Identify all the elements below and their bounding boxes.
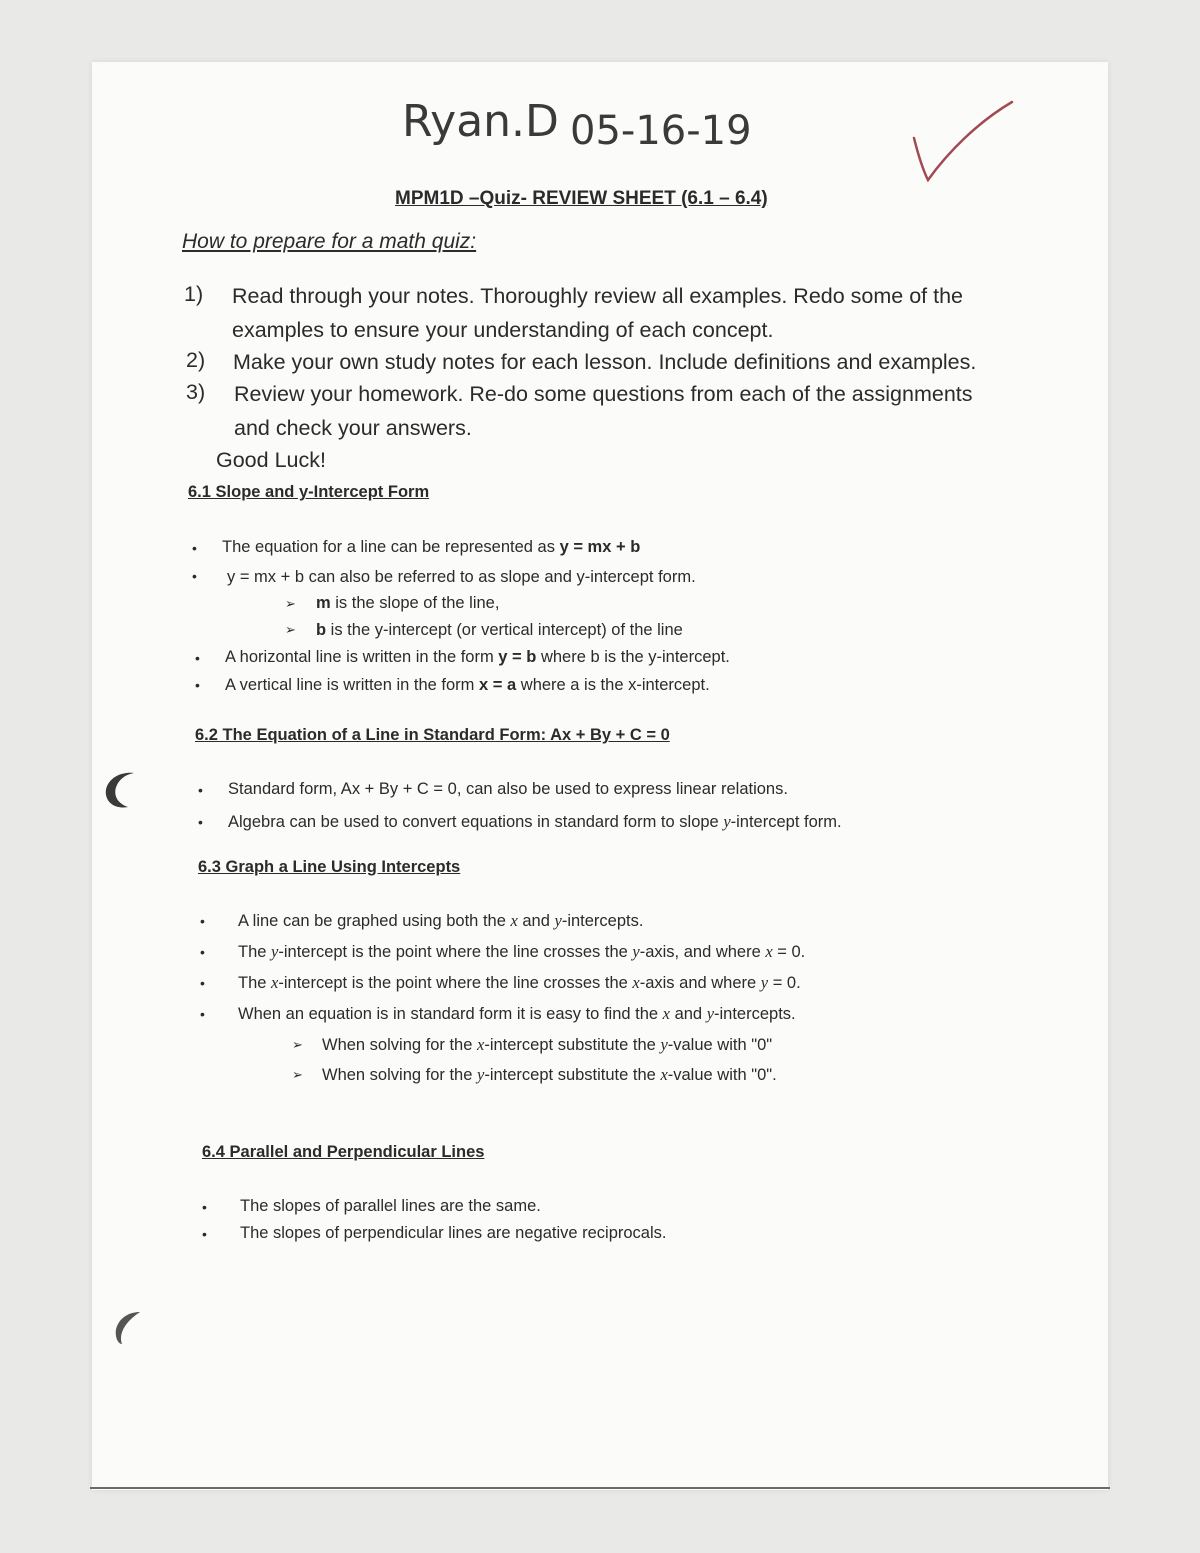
bullet: •	[200, 975, 205, 991]
bullet: •	[202, 1226, 207, 1242]
bullet-text: A horizontal line is written in the form y = b where b is the y-intercept.	[225, 648, 730, 666]
bullet: •	[192, 540, 197, 556]
binder-hole-mark	[96, 765, 142, 813]
section-heading-6-1: 6.1 Slope and y-Intercept Form	[188, 483, 430, 501]
checkmark-icon	[908, 96, 1018, 186]
prep-heading: How to prepare for a math quiz:	[182, 230, 477, 253]
quiz-date: 05-16-19	[570, 108, 752, 154]
list-item-continuation: and check your answers.	[234, 416, 472, 440]
section-heading-6-4: 6.4 Parallel and Perpendicular Lines	[202, 1143, 485, 1161]
list-item: Review your homework. Re-do some questions from each of the assignments	[234, 382, 973, 406]
bullet: •	[200, 913, 205, 929]
bullet: •	[195, 677, 200, 693]
bullet-text: A vertical line is written in the form x = a where a is the x-intercept.	[225, 676, 710, 694]
arrow-bullet: ➢	[285, 596, 296, 611]
bullet: •	[200, 1006, 205, 1022]
sub-bullet-text: b is the y-intercept (or vertical intercept) of the line	[316, 621, 683, 639]
list-item-continuation: examples to ensure your understanding of each concept.	[232, 318, 774, 342]
bullet: •	[195, 650, 200, 666]
sub-bullet-text: When solving for the x-intercept substitute the y-value with "0"	[322, 1035, 773, 1054]
bullet-text: The y-intercept is the point where the line crosses the y-axis, and where x = 0.	[238, 942, 806, 961]
section-heading-6-2: 6.2 The Equation of a Line in Standard Form: Ax + By + C = 0	[195, 726, 670, 744]
page-bottom-edge	[90, 1487, 1110, 1489]
good-luck-text: Good Luck!	[216, 448, 326, 472]
bullet-text: Standard form, Ax + By + C = 0, can also be used to express linear relations.	[228, 780, 788, 798]
bullet-text: The x-intercept is the point where the line crosses the x-axis and where y = 0.	[238, 973, 801, 992]
list-number: 2)	[186, 348, 206, 372]
worksheet-page	[92, 62, 1108, 1490]
bullet-text: When an equation is in standard form it is easy to find the x and y-intercepts.	[238, 1004, 796, 1023]
bullet-text: A line can be graphed using both the x and y-intercepts.	[238, 911, 644, 930]
page-title: MPM1D –Quiz- REVIEW SHEET (6.1 – 6.4)	[395, 188, 768, 209]
bullet-text: Algebra can be used to convert equations in standard form to slope y-intercept form.	[228, 812, 842, 831]
binder-hole-mark	[106, 1306, 146, 1350]
bullet: •	[192, 568, 197, 584]
list-number: 1)	[184, 282, 204, 306]
student-name: Ryan.D	[402, 96, 559, 147]
bullet-text: The slopes of parallel lines are the same.	[240, 1197, 541, 1215]
list-item: Make your own study notes for each lesson. Include definitions and examples.	[233, 350, 977, 374]
sub-bullet-text: When solving for the y-intercept substitute the x-value with "0".	[322, 1065, 777, 1084]
bullet-text: The slopes of perpendicular lines are negative reciprocals.	[240, 1224, 667, 1242]
bullet: •	[198, 782, 203, 798]
section-heading-6-3: 6.3 Graph a Line Using Intercepts	[198, 858, 461, 876]
list-item: Read through your notes. Thoroughly review all examples. Redo some of the	[232, 284, 964, 308]
bullet: •	[202, 1199, 207, 1215]
bullet-text: The equation for a line can be represented as y = mx + b	[222, 538, 641, 556]
arrow-bullet: ➢	[292, 1067, 303, 1082]
arrow-bullet: ➢	[292, 1037, 303, 1052]
sub-bullet-text: m is the slope of the line,	[316, 594, 500, 612]
bullet: •	[198, 814, 203, 830]
bullet-text: y = mx + b can also be referred to as slope and y-intercept form.	[227, 568, 696, 586]
arrow-bullet: ➢	[285, 622, 296, 637]
list-number: 3)	[186, 380, 206, 404]
bullet: •	[200, 944, 205, 960]
